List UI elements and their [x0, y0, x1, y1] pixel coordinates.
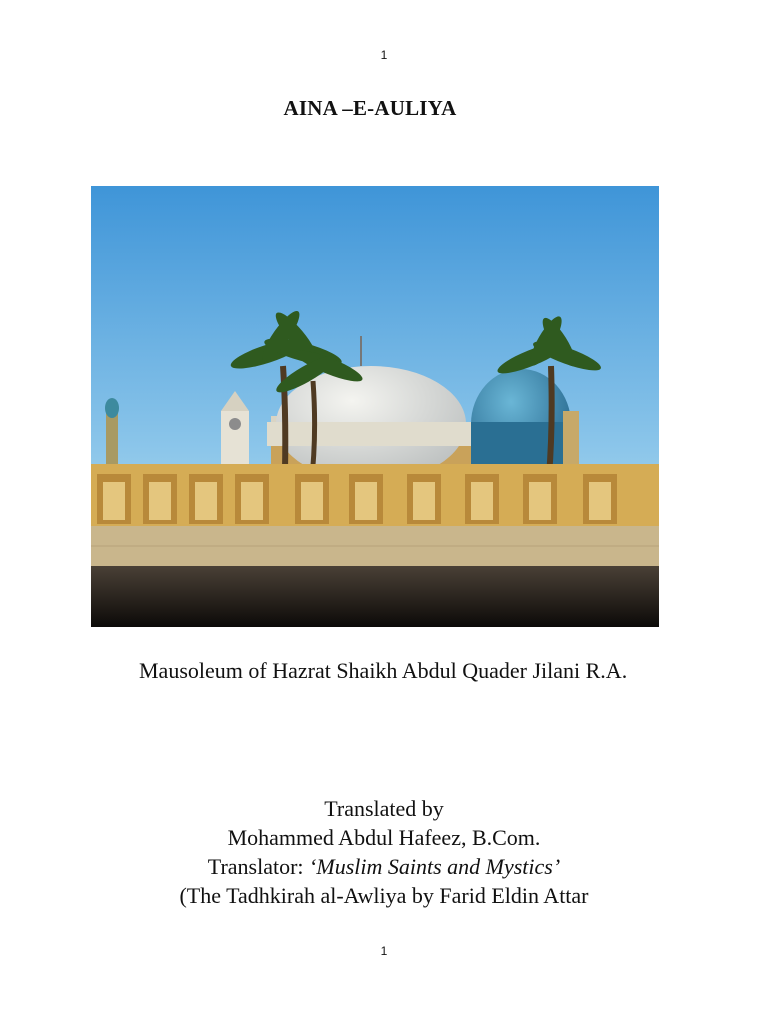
translation-credits: [0, 794, 768, 910]
caption-text: Mausoleum of Hazrat Shaikh Abdul Quader Jilani R.A.: [139, 658, 628, 683]
credits-line-translated-by: Translated by: [324, 796, 444, 821]
page-number-top: 1: [380, 48, 388, 62]
credits-line-source: (The Tadhkirah al-Awliya by Farid Eldin Attar: [179, 883, 589, 908]
document-title: AINA –E-AULIYA: [283, 96, 457, 120]
work-title: ‘Muslim Saints and Mystics’: [309, 854, 561, 879]
photo-caption: [91, 656, 677, 686]
credits-line-translator-name: Mohammed Abdul Hafeez, B.Com.: [227, 825, 541, 850]
page-number-bottom: 1: [380, 944, 388, 958]
mausoleum-photo: [91, 186, 659, 627]
credits-line-translator-work: [0, 852, 768, 881]
translator-prefix: Translator:: [207, 854, 310, 879]
